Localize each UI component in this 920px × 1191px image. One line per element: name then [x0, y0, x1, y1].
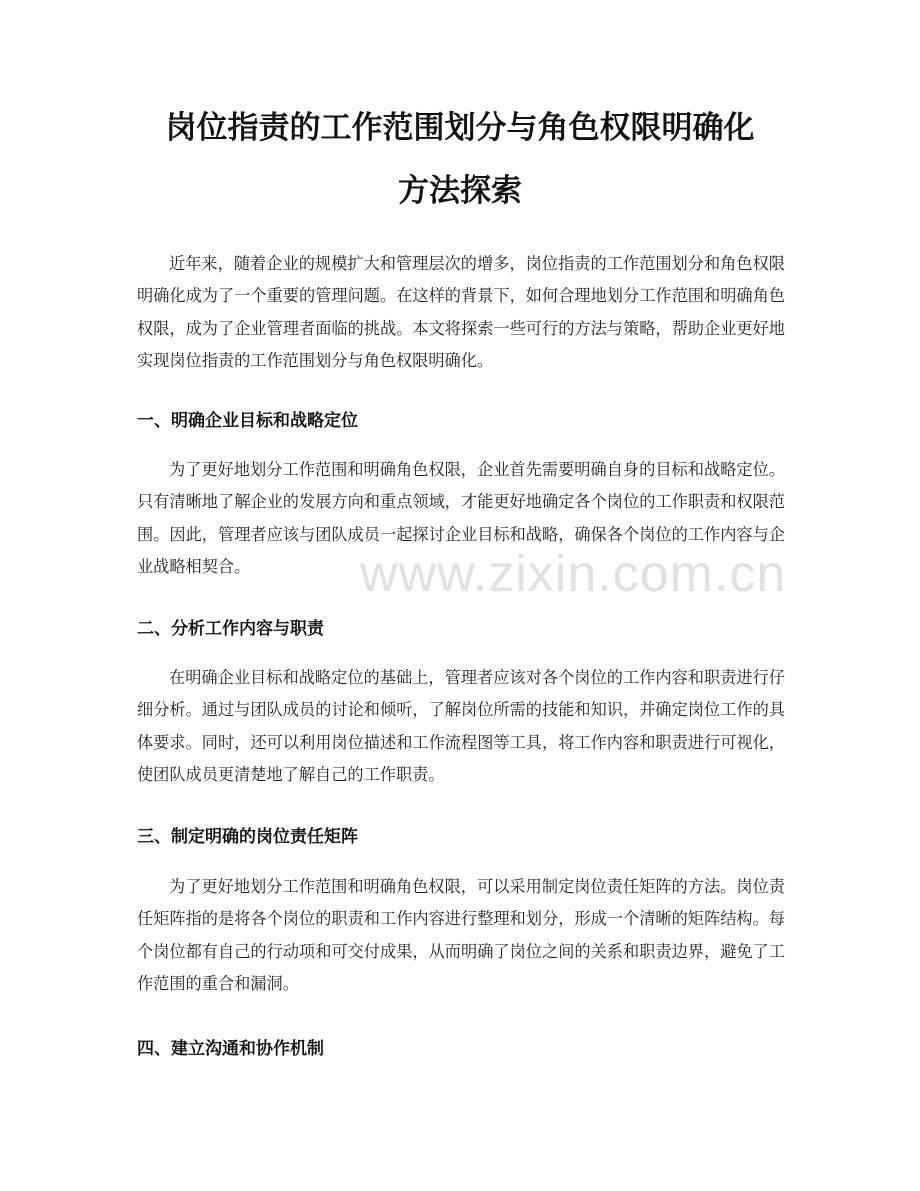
section-body-3: 为了更好地划分工作范围和明确角色权限，可以采用制定岗位责任矩阵的方法。岗位责任矩阵指的是将各个岗位的职责和工作内容进行整理和划分，形成一个清晰的矩阵结构。每个岗位都有自己的行动项和可交付成果，从而明确了岗位之间的关系和职责边界，避免了工作范围的重合和漏洞。: [137, 877, 785, 993]
section-body-2: 在明确企业目标和战略定位的基础上，管理者应该对各个岗位的工作内容和职责进行仔细分析。通过与团队成员的讨论和倾听，了解岗位所需的技能和知识，并确定岗位工作的具体要求。同时，还可以利用岗位描述和工作流程图等工具，将工作内容和职责进行可视化，使团队成员更清楚地了解自己的工作职责。: [137, 668, 785, 784]
section-heading-4: 四、建立沟通和协作机制: [137, 1039, 324, 1059]
section-heading-2: 二、分析工作内容与职责: [137, 619, 324, 639]
section-heading-1: 一、明确企业目标和战略定位: [137, 411, 358, 431]
document-title-line-2: 方法探索: [398, 173, 522, 209]
document-title-line-1: 岗位指责的工作范围划分与角色权限明确化: [165, 110, 755, 146]
watermark: www.zixin.com.cn: [360, 545, 787, 603]
intro-paragraph: 近年来，随着企业的规模扩大和管理层次的增多，岗位指责的工作范围划分和角色权限明确化成为了一个重要的管理问题。在这样的背景下，如何合理地划分工作范围和明确角色权限，成为了企业管理者面临的挑战。本文将探索一些可行的方法与策略，帮助企业更好地实现岗位指责的工作范围划分与角色权限明确化。: [137, 254, 785, 370]
section-body-1: 为了更好地划分工作范围和明确角色权限，企业首先需要明确自身的目标和战略定位。只有清晰地了解企业的发展方向和重点领域，才能更好地确定各个岗位的工作职责和权限范围。因此，管理者应该与团队成员一起探讨企业目标和战略，确保各个岗位的工作内容与企业战略相契合。: [137, 460, 785, 576]
section-heading-3: 三、制定明确的岗位责任矩阵: [137, 827, 358, 847]
